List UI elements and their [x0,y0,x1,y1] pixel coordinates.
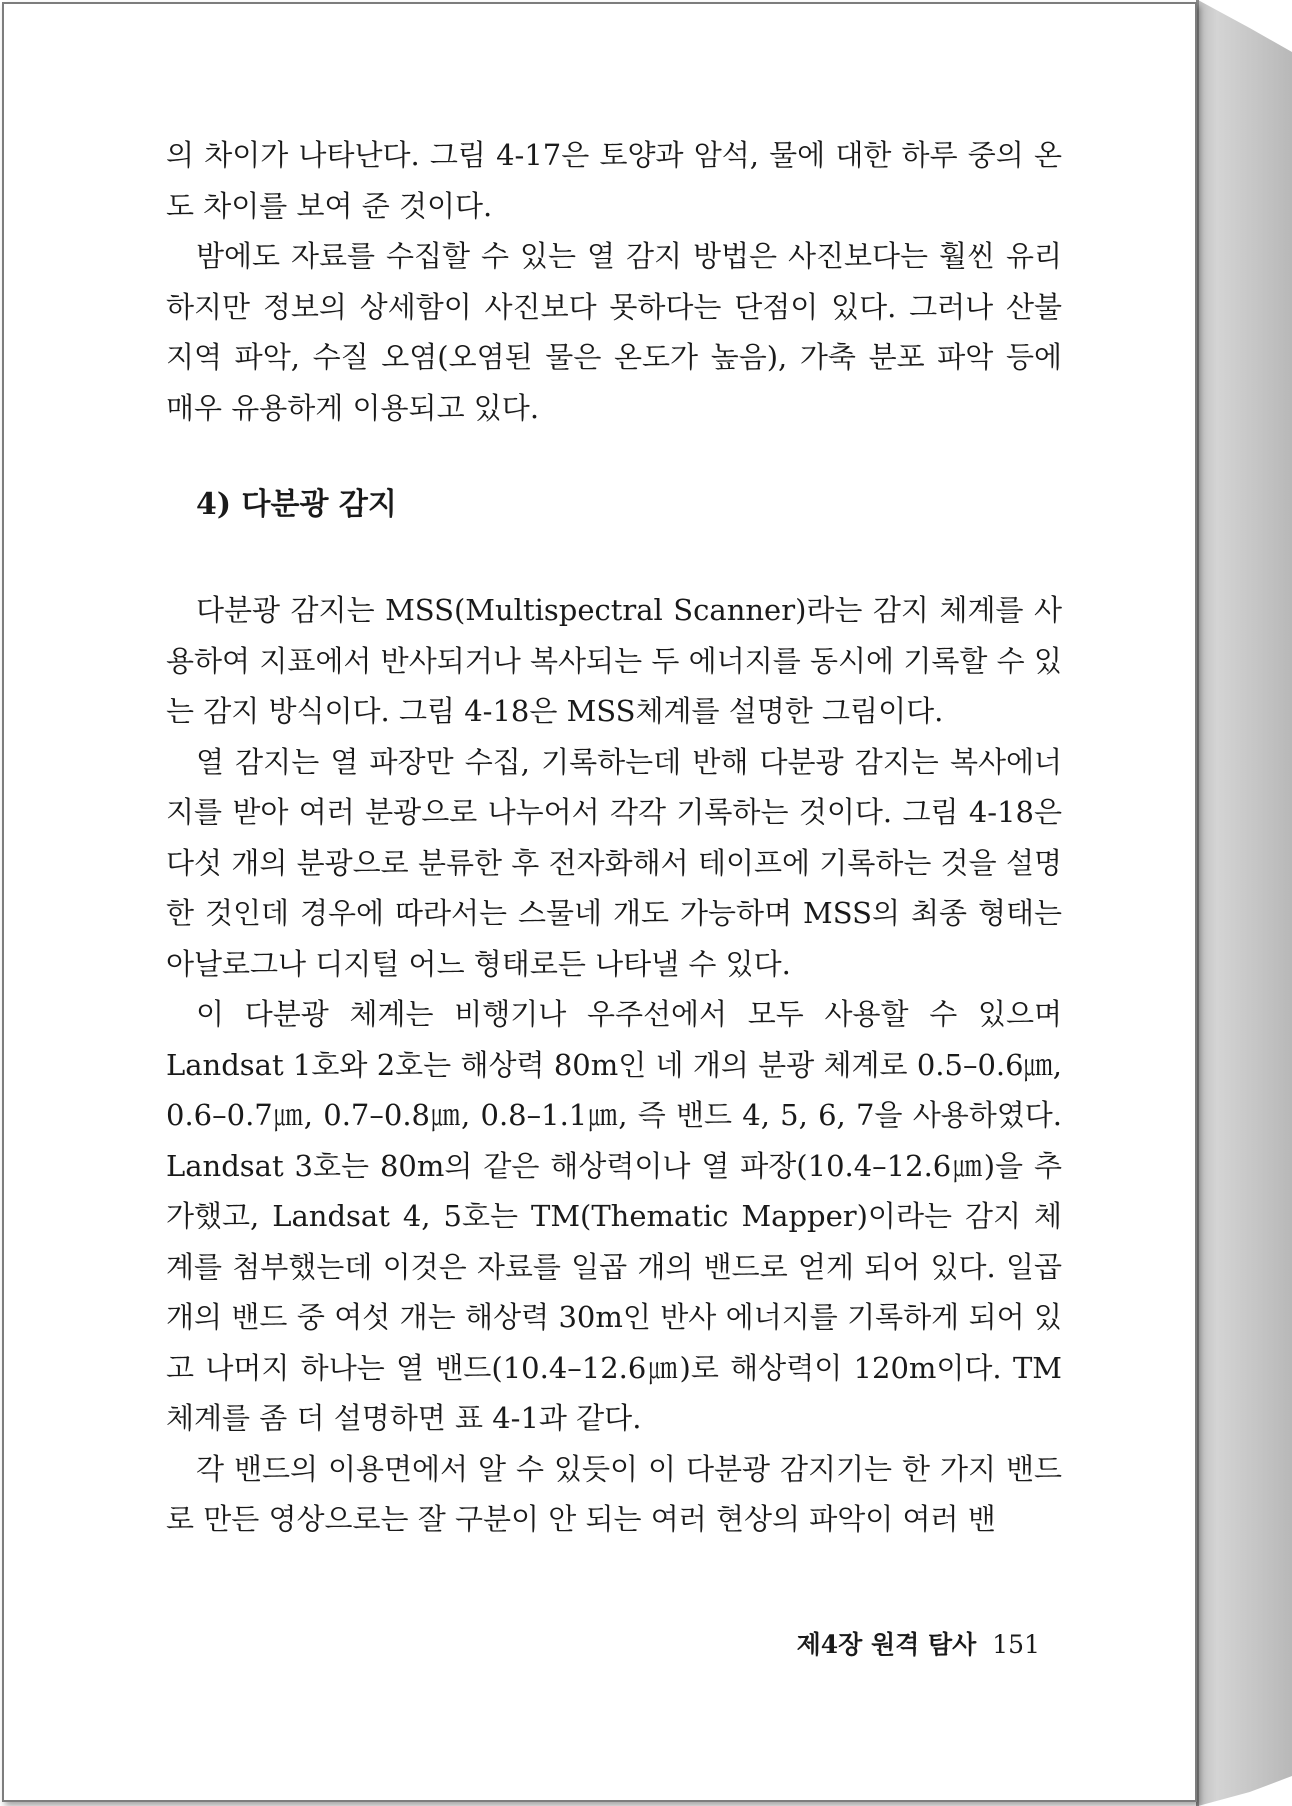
paragraph-5: 이 다분광 체계는 비행기나 우주선에서 모두 사용할 수 있으며 Landsat 1호와 2호는 해상력 80m인 네 개의 분광 체계로 0.5–0.6㎛, 0.6–0.7㎛, 0.7–0.8㎛, 0.8–1.1㎛, 즉 밴드 4, 5, 6, 7을 사용하였다. Landsat 3호는 80m의 같은 해상력이나 열 파장(10.4–12.6㎛)을 추가했고, Landsat 4, 5호는 TM(Thematic Mapper)이라는 감지 체계를 첨부했는데 이것은 자료를 일곱 개의 밴드로 얻게 되어 있다. 일곱 개의 밴드 중 여섯 개는 해상력 30m인 반사 에너지를 기록하게 되어 있고 나머지 하나는 열 밴드(10.4–12.6㎛)로 해상력이 120m이다. TM체계를 좀 더 설명하면 표 4-1과 같다. [166,997,1062,1435]
section-heading: 4) 다분광 감지 [196,487,397,522]
spacer [166,433,1062,480]
page-number: 151 [992,1630,1040,1659]
page-body [166,130,1062,1545]
paragraph-1: 의 차이가 나타난다. 그림 4-17은 토양과 암석, 물에 대한 하루 중의 온도 차이를 보여 준 것이다. [166,138,1062,223]
chapter-title: 제4장 원격 탐사 [796,1630,977,1659]
paragraph-3: 다분광 감지는 MSS(Multispectral Scanner)라는 감지 체계를 사용하여 지표에서 반사되거나 복사되는 두 에너지를 동시에 기록할 수 있는 감지 방식이다. 그림 4-18은 MSS체계를 설명한 그림이다. [166,593,1062,728]
spacer [166,530,1062,585]
book-page [2,2,1197,1802]
paragraph-2: 밤에도 자료를 수집할 수 있는 열 감지 방법은 사진보다는 훨씬 유리하지만 정보의 상세함이 사진보다 못하다는 단점이 있다. 그러나 산불 지역 파악, 수질 오염(오염된 물은 온도가 높음), 가축 분포 파악 등에 매우 유용하게 이용되고 있다. [166,239,1062,425]
running-footer [797,1625,1040,1661]
paragraph-6: 각 밴드의 이용면에서 알 수 있듯이 이 다분광 감지기는 한 가지 밴드로 만든 영상으로는 잘 구분이 안 되는 여러 현상의 파악이 여러 밴 [166,1451,1062,1536]
paragraph-4: 열 감지는 열 파장만 수집, 기록하는데 반해 다분광 감지는 복사에너지를 받아 여러 분광으로 나누어서 각각 기록하는 것이다. 그림 4-18은 다섯 개의 분광으로 분류한 후 전자화해서 테이프에 기록하는 것을 설명한 것인데 경우에 따라서는 스물네 개도 가능하며 MSS의 최종 형태는 아날로그나 디지털 어느 형태로든 나타낼 수 있다. [166,744,1062,981]
book-thickness-edge [1198,0,1292,1806]
